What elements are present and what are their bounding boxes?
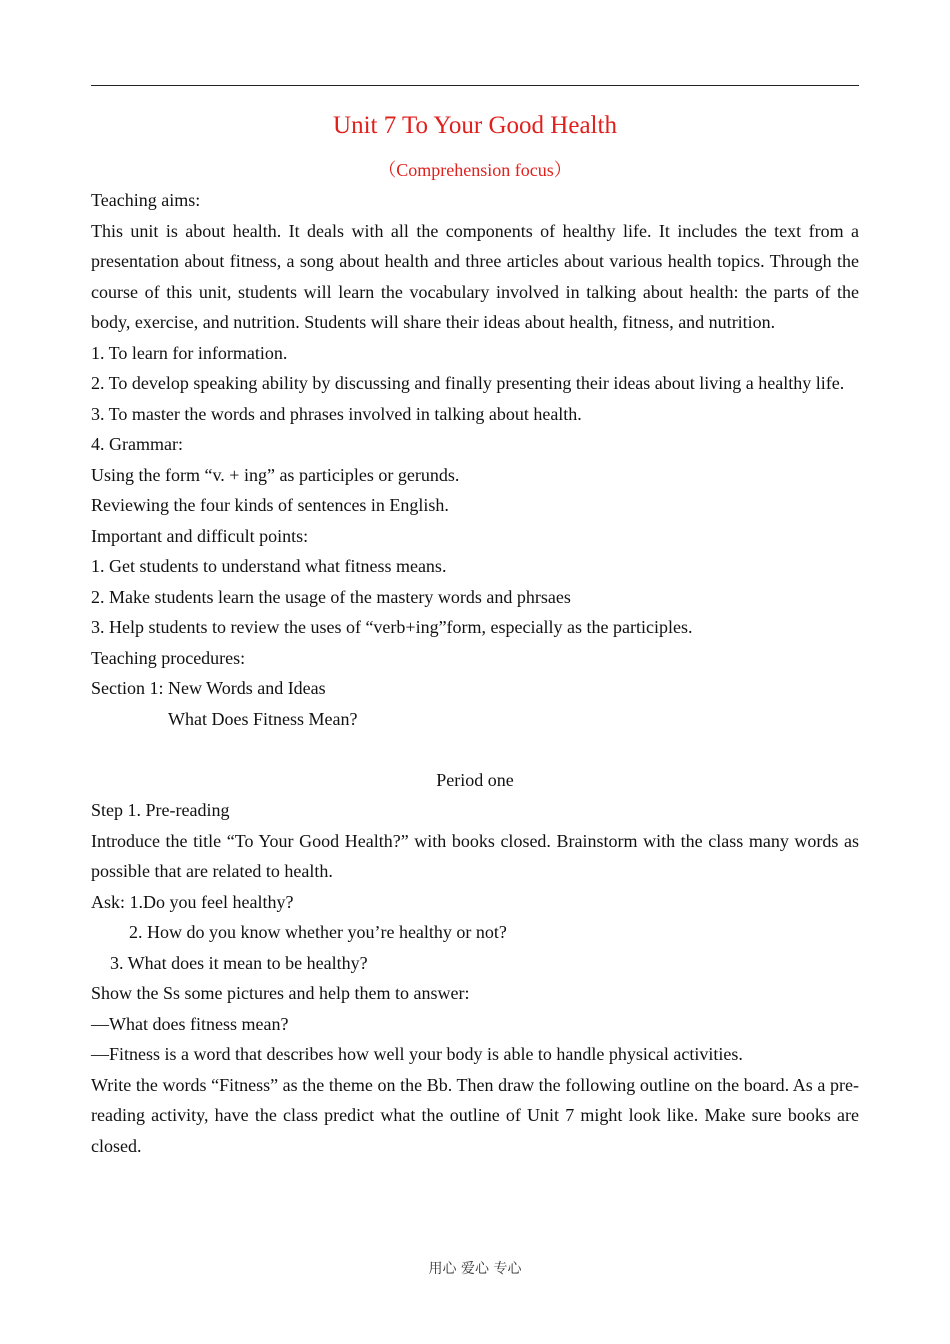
page-footer: 用心 爱心 专心 bbox=[428, 1261, 522, 1277]
grammar-item: Using the form “v. + ing” as participles or gerunds. bbox=[91, 464, 460, 485]
points-heading: Important and difficult points: bbox=[91, 525, 309, 546]
header-rule bbox=[91, 85, 859, 86]
step-paragraph: Introduce the title “To Your Good Health?” with books closed. Brainstorm with the class many words as possible that are related to health. bbox=[91, 830, 859, 881]
question-item: Ask: 1.Do you feel healthy? bbox=[91, 891, 294, 912]
aim-item: 4. Grammar: bbox=[91, 434, 183, 454]
step-heading: Step 1. Pre-reading bbox=[91, 800, 230, 820]
instruction-paragraph: Write the words “Fitness” as the theme on the Bb. Then draw the following outline on the board. As a pre-reading activity, have the class predict what the outline of Unit 7 might look like. Make sure books are closed. bbox=[91, 1074, 859, 1156]
procedures-heading: Teaching procedures: bbox=[91, 647, 246, 668]
blank-line bbox=[91, 734, 859, 765]
grammar-item: Reviewing the four kinds of sentences in English. bbox=[91, 495, 449, 515]
instruction-line: Show the Ss some pictures and help them to answer: bbox=[91, 983, 470, 1003]
section-heading: Section 1: New Words and Ideas bbox=[91, 678, 326, 698]
aim-item: 1. To learn for information. bbox=[91, 342, 288, 363]
intro-paragraph: This unit is about health. It deals with all the components of healthy life. It includes the text from a presentation about fitness, a song about health and three articles about various health topics. Through the course of this unit, students will learn the vocabulary involved in talking about health: the parts of the body, exercise, and nutrition. Students will share their ideas about health, fitness, and nutrition. bbox=[91, 220, 859, 332]
point-item: 1. Get students to understand what fitness means. bbox=[91, 556, 447, 576]
point-item: 2. Make students learn the usage of the mastery words and phrsaes bbox=[91, 586, 571, 607]
section-subheading: What Does Fitness Mean? bbox=[168, 708, 358, 729]
question-item: 3. What does it mean to be healthy? bbox=[110, 952, 368, 973]
document-body bbox=[91, 185, 859, 1161]
dialogue-question: —What does fitness mean? bbox=[91, 1013, 289, 1034]
dialogue-answer: —Fitness is a word that describes how well your body is able to handle physical activities. bbox=[91, 1044, 743, 1064]
aim-item: 2. To develop speaking ability by discussing and finally presenting their ideas about living a healthy life. bbox=[91, 373, 845, 393]
page-subtitle: （Comprehension focus） bbox=[378, 160, 572, 180]
aims-heading: Teaching aims: bbox=[91, 190, 201, 210]
aim-item: 3. To master the words and phrases involved in talking about health. bbox=[91, 403, 582, 424]
period-heading: Period one bbox=[436, 769, 514, 790]
question-item: 2. How do you know whether you’re healthy or not? bbox=[129, 922, 507, 942]
page-title: Unit 7 To Your Good Health bbox=[333, 112, 617, 139]
point-item: 3. Help students to review the uses of “verb+ing”form, especially as the participles. bbox=[91, 617, 693, 637]
